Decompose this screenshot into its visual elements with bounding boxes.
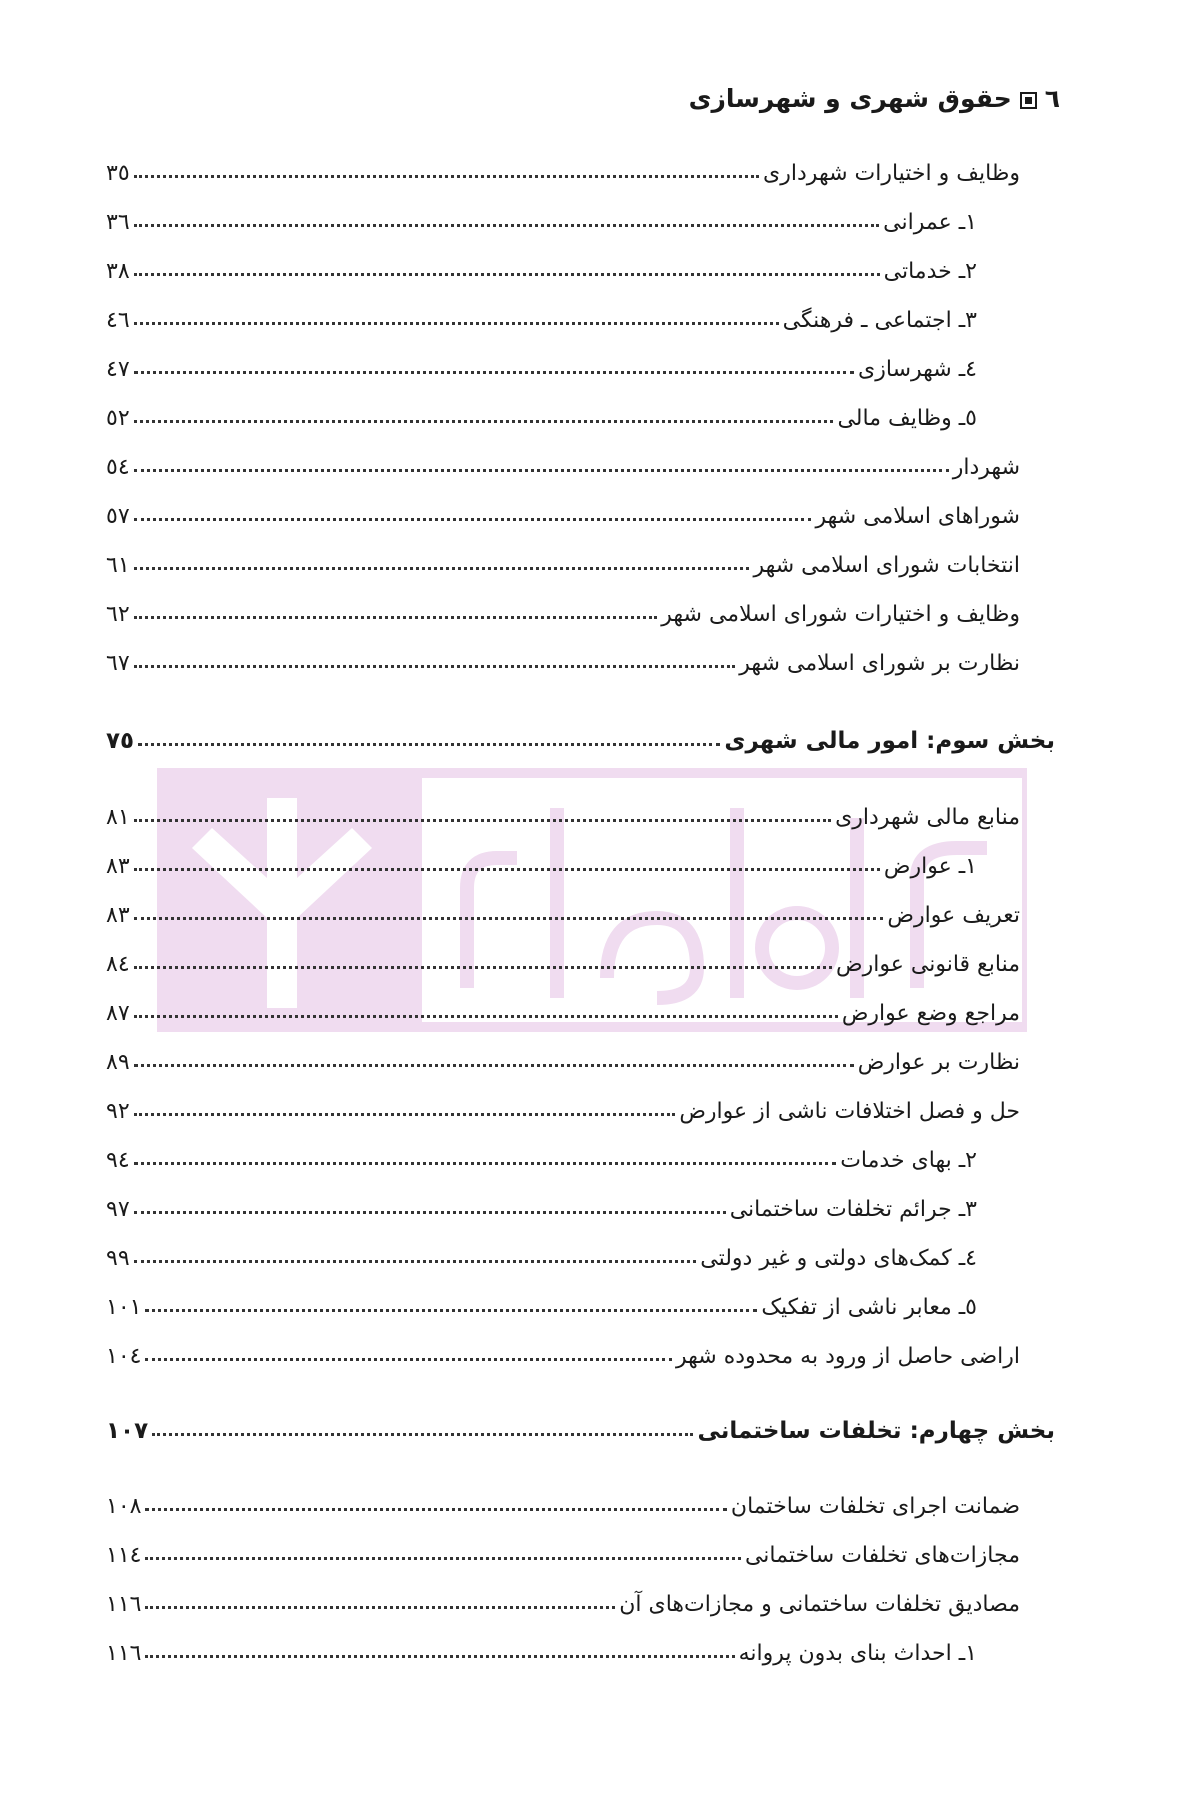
entry-title: انتخابات شورای اسلامی شهر [753, 553, 1020, 578]
entry-page-number: ١٠٤ [106, 1344, 142, 1369]
toc-entry [106, 1534, 1020, 1568]
entry-title: ٥ـ وظایف مالی [837, 406, 977, 431]
entry-page-number: ٦١ [106, 553, 130, 578]
dot-leader [134, 665, 736, 668]
entry-page-number: ٥٧ [106, 504, 130, 529]
entry-title: ٣ـ اجتماعی ـ فرهنگی [782, 308, 977, 333]
dot-leader [134, 273, 880, 276]
dot-leader [134, 966, 832, 969]
toc-entry [106, 1286, 977, 1320]
dot-leader [134, 1162, 837, 1165]
entry-page-number: ١١٦ [106, 1641, 142, 1666]
entry-title: حل و فصل اختلافات ناشی از عوارض [679, 1099, 1020, 1124]
toc-entry [106, 1188, 977, 1222]
entry-title: ضمانت اجرای تخلفات ساختمان [730, 1494, 1020, 1519]
entry-page-number: ٨٤ [106, 952, 130, 977]
toc-entry [106, 397, 977, 431]
dot-leader [134, 819, 831, 822]
dot-leader [134, 469, 949, 472]
toc-entry [106, 1335, 1020, 1369]
dot-leader [134, 917, 884, 920]
entry-title: ٥ـ معابر ناشی از تفکیک [761, 1295, 977, 1320]
toc-entry [106, 152, 1020, 186]
entry-title: مجازات‌های تخلفات ساختمانی [744, 1543, 1020, 1568]
toc-entry [106, 250, 977, 284]
entry-page-number: ٨١ [106, 805, 130, 830]
entry-page-number: ١٠١ [106, 1295, 142, 1320]
running-header [689, 84, 1060, 113]
toc-entry [106, 943, 1020, 977]
toc-section-heading [106, 720, 1055, 754]
toc-entry [106, 1041, 1020, 1075]
entry-page-number: ٣٨ [106, 259, 130, 284]
toc-entry [106, 642, 1020, 676]
toc-entry [106, 1139, 977, 1173]
entry-title: منابع مالی شهرداری [835, 805, 1020, 830]
dot-leader [134, 420, 834, 423]
entry-title: شهردار [952, 455, 1020, 480]
entry-page-number: ٩٤ [106, 1148, 130, 1173]
entry-title: مراجع وضع عوارض [841, 1001, 1020, 1026]
toc-entry [106, 992, 1020, 1026]
entry-title: ٤ـ کمک‌های دولتی و غیر دولتی [700, 1246, 977, 1271]
entry-page-number: ٥٢ [106, 406, 130, 431]
dot-leader [134, 567, 750, 570]
entry-title: تعریف عوارض [887, 903, 1020, 928]
entry-title: بخش سوم: امور مالی شهری [724, 728, 1055, 754]
dot-leader [134, 175, 759, 178]
entry-title: ١ـ عوارض [883, 854, 977, 879]
toc-section-heading [106, 1410, 1055, 1444]
dot-leader [134, 518, 812, 521]
entry-page-number: ٨٣ [106, 854, 130, 879]
entry-page-number: ٤٦ [106, 308, 130, 333]
toc-entry [106, 845, 977, 879]
entry-page-number: ٨٣ [106, 903, 130, 928]
dot-leader [145, 1358, 672, 1361]
dot-leader [152, 1433, 693, 1436]
toc-entry [106, 299, 977, 333]
entry-page-number: ٨٩ [106, 1050, 130, 1075]
entry-title: ١ـ عمرانی [883, 210, 977, 235]
toc-entry [106, 201, 977, 235]
dot-leader [134, 868, 880, 871]
dot-leader [134, 371, 854, 374]
toc-entry [106, 348, 977, 382]
entry-title: بخش چهارم: تخلفات ساختمانی [697, 1418, 1055, 1444]
entry-title: ٢ـ خدماتی [883, 259, 977, 284]
entry-page-number: ٦٧ [106, 651, 130, 676]
toc-entry [106, 1632, 977, 1666]
dot-leader [145, 1655, 734, 1658]
square-bullet-icon [1020, 92, 1037, 109]
dot-leader [134, 616, 658, 619]
toc-entry [106, 894, 1020, 928]
dot-leader [134, 1064, 854, 1067]
toc-entry [106, 796, 1020, 830]
toc-entry [106, 593, 1020, 627]
entry-page-number: ٦٢ [106, 602, 130, 627]
dot-leader [145, 1606, 615, 1609]
entry-title: وظایف و اختیارات شهرداری [763, 161, 1020, 186]
dot-leader [134, 224, 880, 227]
entry-page-number: ١١٤ [106, 1543, 142, 1568]
dot-leader [134, 1113, 676, 1116]
dot-leader [134, 322, 779, 325]
toc-entry [106, 446, 1020, 480]
entry-title: ٢ـ بهای خدمات [840, 1148, 977, 1173]
toc-entry [106, 495, 1020, 529]
toc-entry [106, 1583, 1020, 1617]
toc-entry [106, 1090, 1020, 1124]
entry-page-number: ٩٢ [106, 1099, 130, 1124]
dot-leader [145, 1508, 726, 1511]
entry-title: نظارت بر عوارض [857, 1050, 1020, 1075]
entry-page-number: ٤٧ [106, 357, 130, 382]
entry-title: مصادیق تخلفات ساختمانی و مجازات‌های آن [619, 1592, 1020, 1617]
dot-leader [134, 1015, 838, 1018]
dot-leader [138, 743, 720, 746]
dot-leader [134, 1260, 697, 1263]
toc-entry [106, 1237, 977, 1271]
entry-page-number: ٣٦ [106, 210, 130, 235]
entry-title: اراضی حاصل از ورود به محدوده شهر [676, 1344, 1020, 1369]
entry-page-number: ٩٩ [106, 1246, 130, 1271]
entry-title: وظایف و اختیارات شورای اسلامی شهر [661, 602, 1020, 627]
entry-title: منابع قانونی عوارض [836, 952, 1020, 977]
entry-page-number: ٥٤ [106, 455, 130, 480]
book-title: حقوق شهری و شهرسازی [688, 84, 1012, 113]
dot-leader [145, 1309, 757, 1312]
dot-leader [134, 1211, 726, 1214]
entry-page-number: ٣٥ [106, 161, 130, 186]
entry-title: ٣ـ جرائم تخلفات ساختمانی [729, 1197, 977, 1222]
entry-page-number: ٩٧ [106, 1197, 130, 1222]
entry-page-number: ٧٥ [106, 728, 135, 754]
entry-page-number: ١٠٧ [106, 1418, 149, 1444]
entry-title: ٤ـ شهرسازی [858, 357, 977, 382]
toc-entry [106, 544, 1020, 578]
dot-leader [145, 1557, 740, 1560]
entry-page-number: ٨٧ [106, 1001, 130, 1026]
entry-page-number: ١١٦ [106, 1592, 142, 1617]
page-number: ٦ [1044, 84, 1060, 113]
toc-entry [106, 1485, 1020, 1519]
entry-page-number: ١٠٨ [106, 1494, 142, 1519]
entry-title: نظارت بر شورای اسلامی شهر [739, 651, 1020, 676]
entry-title: شوراهای اسلامی شهر [815, 504, 1020, 529]
entry-title: ١ـ احداث بنای بدون پروانه [738, 1641, 977, 1666]
